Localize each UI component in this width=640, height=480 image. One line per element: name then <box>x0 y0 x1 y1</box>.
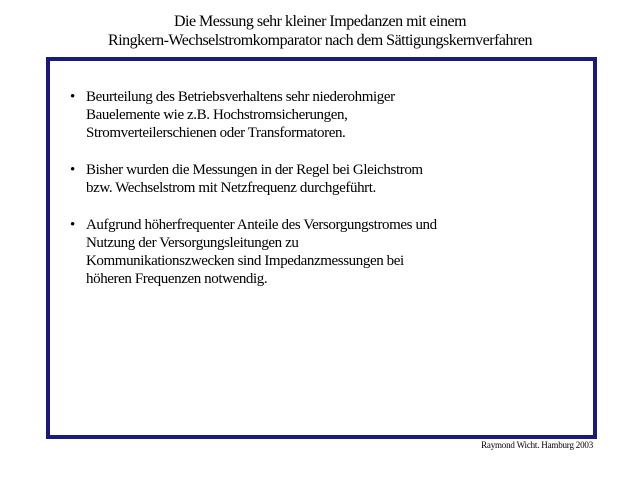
bullet-line: Stromverteilerschienen oder Transformatoren. <box>86 125 346 141</box>
bullet-line: Bisher wurden die Messungen in der Regel bei Gleichstrom <box>86 162 423 178</box>
bullet-item-1 <box>70 88 500 142</box>
bullet-line: Beurteilung des Betriebsverhaltens sehr niederohmiger <box>86 89 395 105</box>
slide-title <box>0 12 640 50</box>
bullet-line: Kommunikationszwecken sind Impedanzmessungen bei <box>86 253 404 269</box>
title-line-2: Ringkern-Wechselstromkomparator nach dem Sättigungskernverfahren <box>108 32 532 49</box>
bullet-dot-icon: • <box>70 89 75 105</box>
bullet-dot-icon: • <box>70 162 75 178</box>
bullet-line: höheren Frequenzen notwendig. <box>86 271 268 287</box>
bullet-line: Bauelemente wie z.B. Hochstromsicherungen, <box>86 107 348 123</box>
bullet-line: Aufgrund höherfrequenter Anteile des Versorgungstromes und <box>86 217 437 233</box>
bullet-line: Nutzung der Versorgungsleitungen zu <box>86 235 299 251</box>
title-line-1: Die Messung sehr kleiner Impedanzen mit einem <box>173 13 467 30</box>
bullet-dot-icon: • <box>70 217 75 233</box>
footer-credit: Raymond Wicht. Hamburg 2003 <box>481 440 593 450</box>
bullet-item-2 <box>70 161 500 197</box>
bullet-list <box>70 88 500 307</box>
bullet-item-3 <box>70 216 500 288</box>
bullet-line: bzw. Wechselstrom mit Netzfrequenz durchgeführt. <box>86 180 376 196</box>
